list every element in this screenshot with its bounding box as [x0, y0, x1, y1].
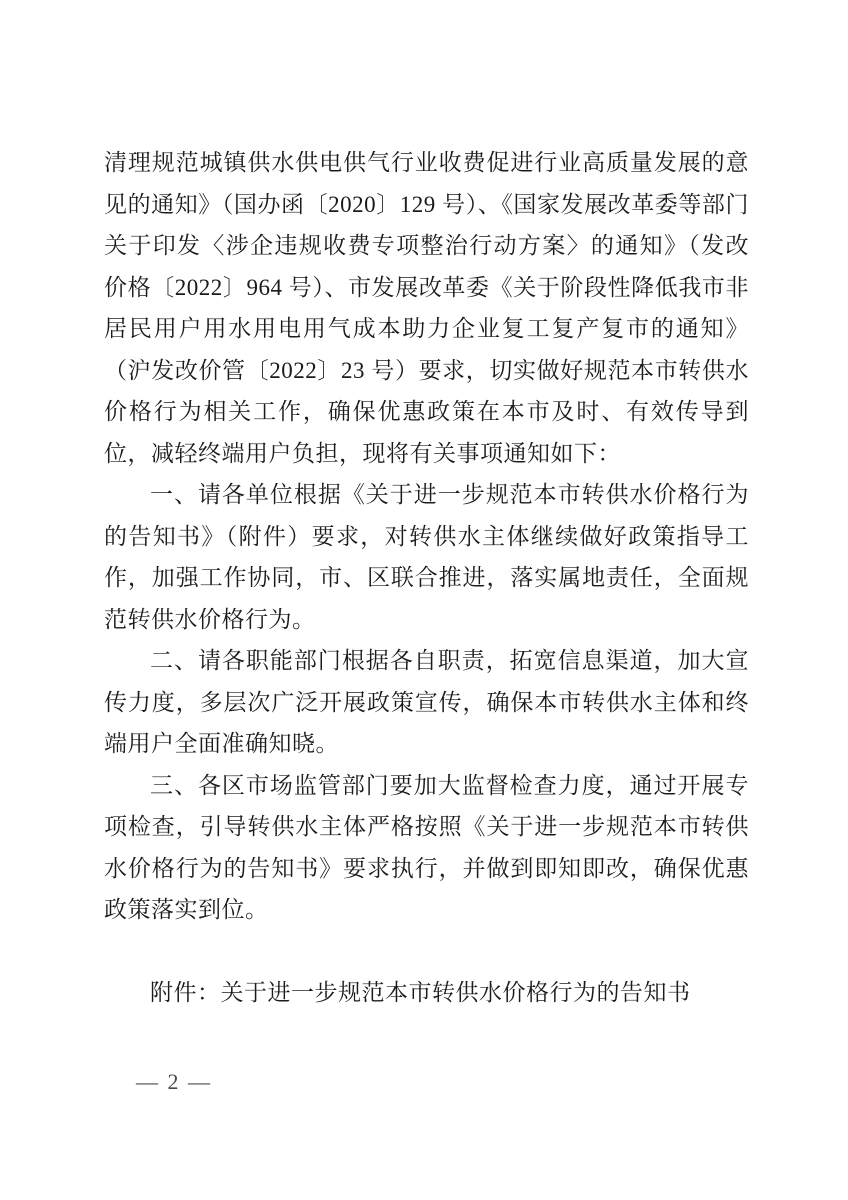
- continuation-paragraph: 清理规范城镇供水供电供气行业收费促进行业高质量发展的意见的通知》（国办函〔2020〕129 号）、《国家发展改革委等部门关于印发〈涉企违规收费专项整治行动方案〉的通知》（发改价格〔2022〕964 号）、市发展改革委《关于阶段性降低我市非居民用户用水用电用气成本助力企业复工复产复市的通知》（沪发改价管〔2022〕23 号）要求，切实做好规范本市转供水价格行为相关工作，确保优惠政策在本市及时、有效传导到位，减轻终端用户负担，现将有关事项通知如下：: [104, 150, 749, 466]
- attachment-line: 附件：关于进一步规范本市转供水价格行为的告知书: [150, 980, 691, 1005]
- page-number: — 2 —: [136, 1069, 212, 1094]
- document-body: [104, 142, 749, 1014]
- item-2-paragraph: 二、请各职能部门根据各自职责，拓宽信息渠道，加大宣传力度，多层次广泛开展政策宣传，确保本市转供水主体和终端用户全面准确知晓。: [104, 648, 749, 756]
- item-1-paragraph: 一、请各单位根据《关于进一步规范本市转供水价格行为的告知书》（附件）要求，对转供水主体继续做好政策指导工作，加强工作协同，市、区联合推进，落实属地责任，全面规范转供水价格行为。: [104, 482, 749, 632]
- item-3-paragraph: 三、各区市场监管部门要加大监督检查力度，通过开展专项检查，引导转供水主体严格按照《关于进一步规范本市转供水价格行为的告知书》要求执行，并做到即知即改，确保优惠政策落实到位。: [104, 772, 749, 922]
